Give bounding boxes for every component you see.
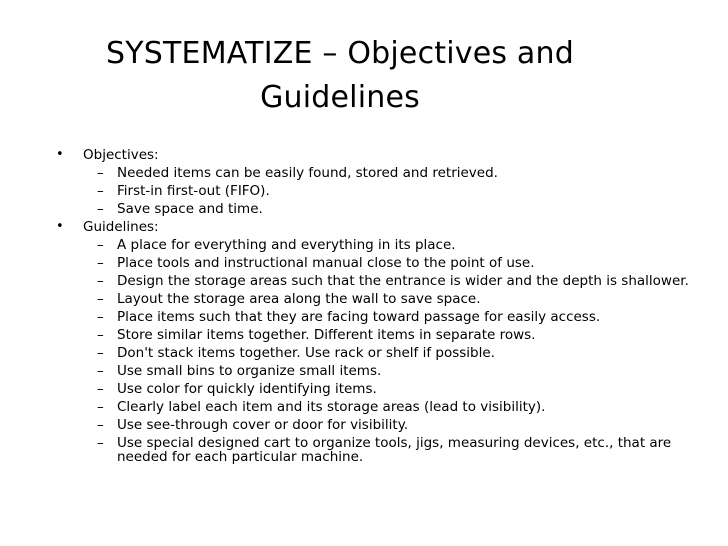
dash-icon: – bbox=[97, 183, 104, 199]
dash-icon: – bbox=[97, 237, 104, 253]
list-item-text: Layout the storage area along the wall to save space. bbox=[117, 291, 481, 307]
list-item-text: Use see-through cover or door for visibility. bbox=[117, 417, 409, 433]
dash-icon: – bbox=[97, 399, 104, 415]
slide-title-line-1: SYSTEMATIZE – Objectives and bbox=[106, 36, 574, 71]
list-item-text: A place for everything and everything in its place. bbox=[117, 237, 456, 253]
list-item bbox=[83, 182, 706, 200]
list-item bbox=[83, 200, 706, 218]
bullet-icon: • bbox=[56, 147, 64, 162]
list-item-text: First-in first-out (FIFO). bbox=[117, 183, 270, 199]
dash-icon: – bbox=[97, 417, 104, 433]
objectives-section bbox=[56, 146, 706, 218]
bullet-icon: • bbox=[56, 219, 64, 234]
list-item-text: Needed items can be easily found, stored and retrieved. bbox=[117, 165, 498, 181]
slide-title-line-2: Guidelines bbox=[260, 80, 420, 115]
list-item bbox=[83, 254, 706, 272]
list-item bbox=[83, 380, 706, 398]
guidelines-label: Guidelines: bbox=[83, 219, 159, 235]
dash-icon: – bbox=[97, 309, 104, 325]
list-item bbox=[83, 290, 706, 308]
list-item-text: Save space and time. bbox=[117, 201, 263, 217]
list-item bbox=[83, 308, 706, 326]
dash-icon: – bbox=[97, 327, 104, 343]
dash-icon: – bbox=[97, 345, 104, 361]
list-item-text: Use special designed cart to organize tools, jigs, measuring devices, etc., that are needed for each particular machine. bbox=[117, 435, 672, 465]
list-item-text: Use color for quickly identifying items. bbox=[117, 381, 377, 397]
guidelines-list bbox=[83, 236, 706, 466]
objectives-label: Objectives: bbox=[83, 147, 159, 163]
guidelines-section bbox=[56, 218, 706, 466]
list-item bbox=[83, 326, 706, 344]
dash-icon: – bbox=[97, 255, 104, 271]
dash-icon: – bbox=[97, 363, 104, 379]
list-item-text: Store similar items together. Different items in separate rows. bbox=[117, 327, 536, 343]
list-item-text: Place items such that they are facing toward passage for easily access. bbox=[117, 309, 601, 325]
list-item bbox=[83, 164, 706, 182]
list-item bbox=[83, 236, 706, 254]
dash-icon: – bbox=[97, 435, 104, 451]
list-item-text: Design the storage areas such that the entrance is wider and the depth is shallower. bbox=[117, 273, 689, 289]
list-item-text: Don't stack items together. Use rack or shelf if possible. bbox=[117, 345, 495, 361]
slide-title bbox=[60, 32, 620, 120]
dash-icon: – bbox=[97, 201, 104, 217]
list-item bbox=[83, 416, 706, 434]
dash-icon: – bbox=[97, 165, 104, 181]
objectives-list bbox=[83, 164, 706, 218]
slide-body bbox=[56, 146, 706, 466]
list-item-text: Place tools and instructional manual close to the point of use. bbox=[117, 255, 535, 271]
list-item bbox=[83, 398, 706, 416]
list-item bbox=[83, 272, 706, 290]
dash-icon: – bbox=[97, 273, 104, 289]
list-item-text: Use small bins to organize small items. bbox=[117, 363, 382, 379]
dash-icon: – bbox=[97, 291, 104, 307]
list-item bbox=[83, 344, 706, 362]
list-item bbox=[83, 434, 706, 466]
list-item bbox=[83, 362, 706, 380]
dash-icon: – bbox=[97, 381, 104, 397]
list-item-text: Clearly label each item and its storage areas (lead to visibility). bbox=[117, 399, 546, 415]
